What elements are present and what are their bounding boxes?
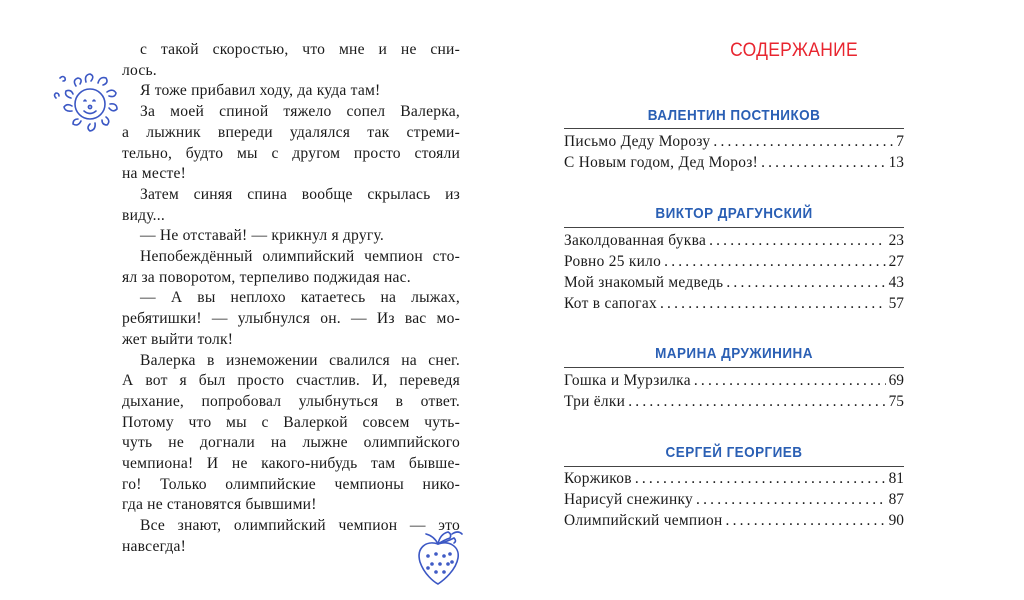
toc-entry[interactable] <box>564 295 904 313</box>
toc-author-heading: ВАЛЕНТИН ПОСТНИКОВ <box>647 107 821 124</box>
story-line: навсегда! <box>122 537 187 555</box>
story-text <box>122 40 460 558</box>
toc-entry-page: 13 <box>888 154 904 171</box>
toc-entry-page: 27 <box>888 253 904 270</box>
toc-entry-page: 43 <box>888 274 904 291</box>
toc-entry-title: Кот в сапогах <box>564 295 657 312</box>
toc-leader-dots <box>664 253 885 271</box>
toc-entry-page: 57 <box>888 295 904 312</box>
story-line: Затем синяя спина вообще скрылась из <box>140 185 460 203</box>
toc-entry-title: С Новым годом, Дед Мороз! <box>564 154 759 171</box>
story-line: Валерка в изнеможении свалился на снег. <box>140 351 460 369</box>
toc-leader-dots <box>635 470 886 488</box>
toc-entry[interactable] <box>564 253 904 271</box>
story-line: ял за поворотом, терпеливо поджидая нас. <box>122 268 411 286</box>
toc-entry-title: Гошка и Мурзилка <box>564 372 691 389</box>
toc-leader-dots <box>694 372 886 390</box>
toc-entry-title: Три ёлки <box>564 393 626 410</box>
toc-entry[interactable] <box>564 133 904 151</box>
toc-entry[interactable] <box>564 154 904 172</box>
toc-entry-title: Письмо Деду Морозу <box>564 133 711 150</box>
story-line: го! Только олимпийские чемпионы нико- <box>122 475 460 493</box>
story-line: Потому что мы с Валеркой совсем чуть- <box>122 413 460 431</box>
toc-entry-page: 90 <box>888 512 904 529</box>
story-line: дыхание, попробовал улыбнуться в ответ. <box>122 392 460 410</box>
story-line: чуть не догнали на лыжне олимпийского <box>122 434 460 452</box>
toc-entry-title: Олимпийский чемпион <box>564 512 723 529</box>
right-page <box>512 0 1024 600</box>
story-line: Непобеждённый олимпийский чемпион сто- <box>140 248 460 266</box>
toc-entry[interactable] <box>564 232 904 250</box>
story-line: виду... <box>122 206 165 224</box>
toc-divider <box>564 128 904 129</box>
story-line: тельно, будто мы с другом просто стояли <box>122 144 460 162</box>
story-line: лось. <box>122 61 157 79</box>
toc-entry[interactable] <box>564 372 904 390</box>
story-line: жет выйти толк! <box>122 330 234 348</box>
story-line: — Не отставай! — крикнул я другу. <box>140 227 384 245</box>
toc-entry-page: 87 <box>888 491 904 508</box>
toc-leader-dots <box>726 274 885 292</box>
toc-entry-page: 81 <box>888 470 904 487</box>
toc-entry[interactable] <box>564 274 904 292</box>
toc-entry[interactable] <box>564 512 904 530</box>
toc-divider <box>564 367 904 368</box>
toc-divider <box>564 466 904 467</box>
toc-leader-dots <box>709 232 886 250</box>
story-line: чемпиона! И не какого-нибудь там бывше- <box>122 455 460 473</box>
toc-divider <box>564 227 904 228</box>
toc-entry-title: Коржиков <box>564 470 632 487</box>
story-line: — А вы неплохо катаетесь на лыжах, <box>140 289 460 307</box>
toc-entry-page: 69 <box>888 372 904 389</box>
toc-entry[interactable] <box>564 393 904 411</box>
story-line: с такой скоростью, что мне и не сни- <box>140 41 460 58</box>
toc-entry-title: Заколдованная буква <box>564 232 707 249</box>
toc-leader-dots <box>660 295 886 313</box>
story-line: Я тоже прибавил ходу, да куда там! <box>140 82 381 100</box>
story-line: гда не становятся бывшими! <box>122 496 317 514</box>
toc-entry[interactable] <box>564 491 904 509</box>
toc-entry-page: 7 <box>896 133 904 150</box>
toc-entry-page: 23 <box>888 232 904 249</box>
story-line: ребятишки! — улыбнулся он. — Из вас мо- <box>122 310 460 328</box>
story-line: а лыжник впереди удалялся так стреми- <box>122 123 460 141</box>
toc-leader-dots <box>761 154 886 172</box>
story-line: А вот я был просто счастлив. И, переведя <box>122 372 460 390</box>
story-line: на месте! <box>122 165 186 183</box>
toc-entry-title: Ровно 25 кило <box>564 253 662 270</box>
toc-leader-dots <box>713 133 893 151</box>
toc-author-heading: СЕРГЕЙ ГЕОРГИЕВ <box>665 444 803 461</box>
toc-title: СОДЕРЖАНИЕ <box>730 40 858 61</box>
toc-entry-title: Нарисуй снежинку <box>564 491 694 508</box>
toc-author-heading: ВИКТОР ДРАГУНСКИЙ <box>655 205 813 222</box>
toc-author-heading: МАРИНА ДРУЖИНИНА <box>655 345 813 362</box>
toc-entry[interactable] <box>564 470 904 488</box>
toc-entry-title: Мой знакомый медведь <box>564 274 724 291</box>
toc-leader-dots <box>726 512 886 530</box>
strawberry-doodle-icon <box>408 526 470 588</box>
toc-leader-dots <box>628 393 885 411</box>
toc-leader-dots <box>696 491 886 509</box>
story-line: Все знают, олимпийский чемпион — это <box>140 517 460 535</box>
sun-face-doodle-icon <box>50 68 122 136</box>
story-line: За моей спиной тяжело сопел Валерка, <box>140 103 460 121</box>
toc-entry-page: 75 <box>888 393 904 410</box>
